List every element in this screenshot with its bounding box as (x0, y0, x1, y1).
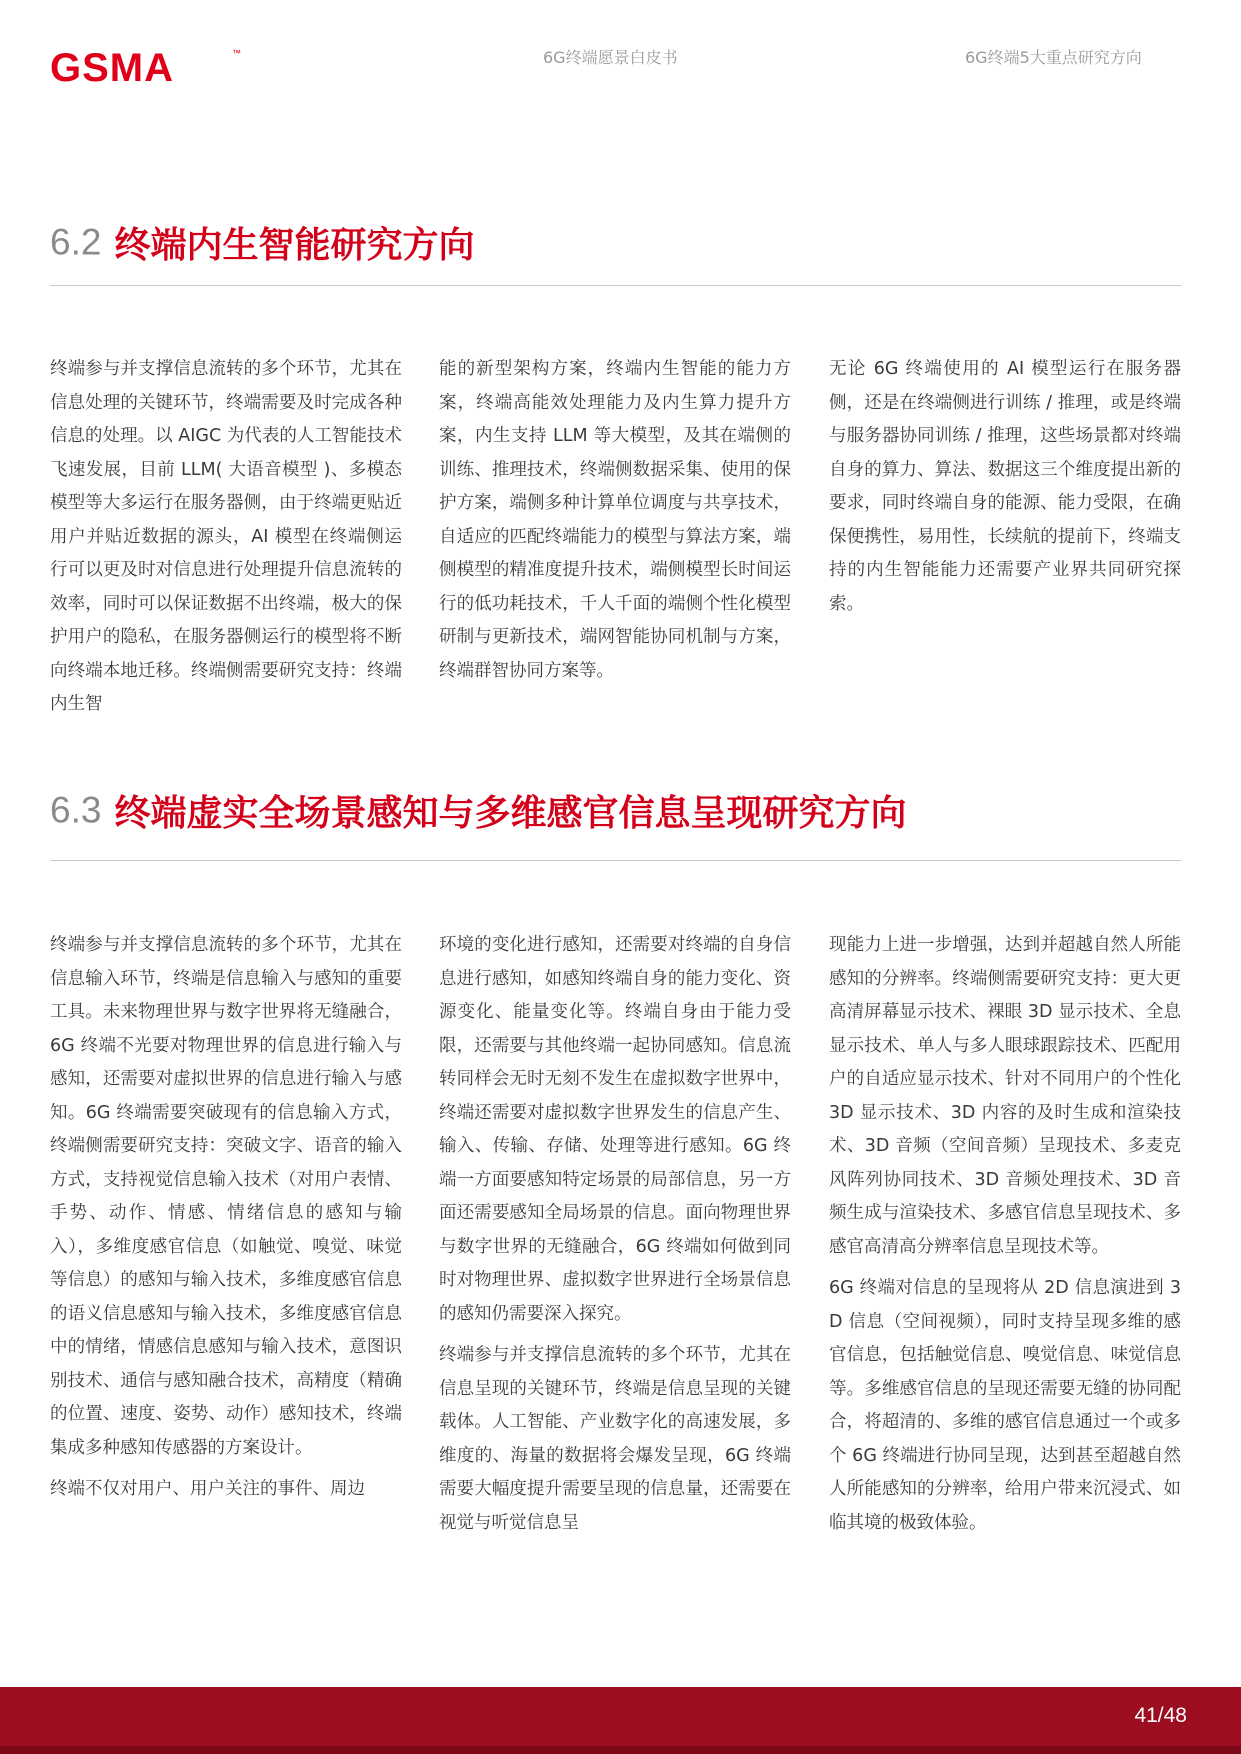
section-heading-6-2 (50, 217, 475, 267)
footer-strip (0, 1746, 1241, 1754)
paragraph: 环境的变化进行感知，还需要对终端的自身信息进行感知，如感知终端自身的能力变化、资源变化、能量变化等。终端自身由于能力受限，还需要与其他终端一起协同感知。信息流转同样会无时无刻不发生在虚拟数字世界中，终端还需要对虚拟数字世界发生的信息产生、输入、传输、存储、处理等进行感知。6G 终端一方面要感知特定场景的局部信息，另一方面还需要感知全局场景的信息。面向物理世界与数字世界的无缝融合，6G 终端如何做到同时对物理世界、虚拟数字世界进行全场景信息的感知仍需要深入探究。 (439, 935, 791, 1324)
logo-trademark: ™ (232, 48, 241, 58)
paragraph: 6G 终端对信息的呈现将从 2D 信息演进到 3D 信息（空间视频），同时支持呈现多维的感官信息，包括触觉信息、嗅觉信息、味觉信息等。多维感官信息的呈现还需要无缝的协同配合，将超清的、多维的感官信息通过一个或多个 6G 终端进行协同呈现，达到甚至超越自然人所能感知的分辨率，给用户带来沉浸式、如临其境的极致体验。 (829, 1278, 1181, 1533)
section-6-2-column-1 (50, 353, 402, 730)
section-title: 终端内生智能研究方向 (114, 225, 475, 266)
logo-text: GSMA (50, 46, 174, 90)
gsma-logo (50, 46, 242, 90)
section-number: 6.2 (50, 221, 102, 263)
section-6-2-column-2 (439, 353, 791, 696)
section-divider (50, 860, 1181, 861)
header-chapter-title: 6G终端5大重点研究方向 (965, 48, 1142, 67)
paragraph: 终端参与并支撑信息流转的多个环节，尤其在信息处理的关键环节，终端需要及时完成各种信息的处理。以 AIGC 为代表的人工智能技术飞速发展，目前 LLM( 大语音模型 )、多模态模型等大多运行在服务器侧，由于终端更贴近用户并贴近数据的源头，AI 模型在终端侧运行可以更及时对信息进行处理提升信息流转的效率，同时可以保证数据不出终端，极大的保护用户的隐私，在服务器侧运行的模型将不断向终端本地迁移。终端侧需要研究支持：终端内生智 (50, 359, 402, 714)
section-6-2-column-3 (829, 353, 1181, 629)
section-heading-6-3 (50, 785, 907, 835)
paragraph: 现能力上进一步增强，达到并超越自然人所能感知的分辨率。终端侧需要研究支持：更大更高清屏幕显示技术、裸眼 3D 显示技术、全息显示技术、单人与多人眼球跟踪技术、匹配用户的自适应显示技术、针对不同用户的个性化 3D 显示技术、3D 内容的及时生成和渲染技术、3D 音频（空间音频）呈现技术、多麦克风阵列协同技术、3D 音频处理技术、3D 音频生成与渲染技术、多感官信息呈现技术、多感官高清高分辨率信息呈现技术等。 (829, 935, 1181, 1257)
section-6-3-column-2 (439, 929, 791, 1548)
section-6-3-column-3 (829, 929, 1181, 1548)
paragraph: 无论 6G 终端使用的 AI 模型运行在服务器侧，还是在终端侧进行训练 / 推理，或是终端与服务器协同训练 / 推理，这些场景都对终端自身的算力、算法、数据这三个维度提出新的要求，同时终端自身的能源、能力受限，在确保便携性，易用性，长续航的提前下，终端支持的内生智能能力还需要产业界共同研究探索。 (829, 359, 1181, 614)
paragraph: 能的新型架构方案，终端内生智能的能力方案，终端高能效处理能力及内生算力提升方案，内生支持 LLM 等大模型，及其在端侧的训练、推理技术，终端侧数据采集、使用的保护方案，端侧多种计算单位调度与共享技术，自适应的匹配终端能力的模型与算法方案，端侧模型的精准度提升技术，端侧模型长时间运行的低功耗技术，千人千面的端侧个性化模型研制与更新技术，端网智能协同机制与方案，终端群智协同方案等。 (439, 359, 791, 681)
section-divider (50, 285, 1181, 286)
paragraph: 终端参与并支撑信息流转的多个环节，尤其在信息呈现的关键环节，终端是信息呈现的关键载体。人工智能、产业数字化的高速发展，多维度的、海量的数据将会爆发呈现，6G 终端需要大幅度提升需要呈现的信息量，还需要在视觉与听觉信息呈 (439, 1345, 791, 1533)
paragraph: 终端不仅对用户、用户关注的事件、周边 (50, 1479, 365, 1499)
section-6-3-column-1 (50, 929, 402, 1515)
footer-bar (0, 1687, 1241, 1754)
header-document-title: 6G终端愿景白皮书 (543, 48, 678, 67)
section-title: 终端虚实全场景感知与多维感官信息呈现研究方向 (114, 793, 907, 834)
page-number: 41/48 (1134, 1704, 1187, 1727)
section-number: 6.3 (50, 789, 102, 831)
paragraph: 终端参与并支撑信息流转的多个环节，尤其在信息输入环节，终端是信息输入与感知的重要工具。未来物理世界与数字世界将无缝融合，6G 终端不光要对物理世界的信息进行输入与感知，还需要对虚拟世界的信息进行输入与感知。6G 终端需要突破现有的信息输入方式，终端侧需要研究支持：突破文字、语音的输入方式，支持视觉信息输入技术（对用户表情、手势、动作、情感、情绪信息的感知与输入），多维度感官信息（如触觉、嗅觉、味觉等信息）的感知与输入技术，多维度感官信息的语义信息感知与输入技术，多维度感官信息中的情绪，情感信息感知与输入技术，意图识别技术、通信与感知融合技术，高精度（精确的位置、速度、姿势、动作）感知技术，终端集成多种感知传感器的方案设计。 (50, 935, 402, 1458)
